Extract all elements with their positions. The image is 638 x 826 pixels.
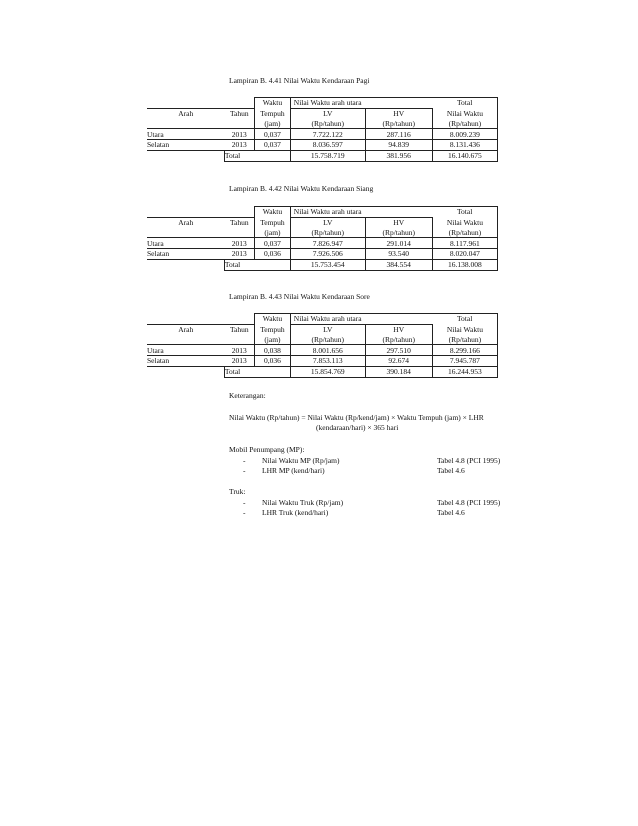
cell-hv-total: 390.184 [365, 366, 432, 377]
table-row [147, 345, 498, 356]
cell-total: 8.117.961 [432, 238, 497, 249]
table-row [147, 238, 498, 249]
header-total-unit: (Rp/tahun) [432, 119, 497, 129]
header-hv-unit: (Rp/tahun) [365, 335, 432, 345]
cell-lv-total: 15.854.769 [290, 366, 365, 377]
header-jam: (jam) [255, 119, 291, 129]
header-waktu: Waktu [255, 314, 291, 325]
truk-nilai-waktu-ref: Tabel 4.8 (PCI 1995) [437, 498, 501, 507]
total-row [147, 366, 498, 377]
cell-lv: 7.853.113 [290, 356, 365, 367]
header-arah: Arah [147, 324, 224, 334]
cell-hv: 297.510 [365, 345, 432, 356]
nilai-waktu-table-sore [147, 313, 498, 378]
cell-lv: 8.001.656 [290, 345, 365, 356]
header-jam: (jam) [255, 335, 291, 345]
bullet-dash: - [243, 466, 246, 475]
formula-line-2: (kendaraan/hari) × 365 hari [316, 423, 399, 432]
cell-lv: 8.036.597 [290, 140, 365, 151]
truk-title: Truk: [229, 487, 246, 496]
truk-nilai-waktu-item: Nilai Waktu Truk (Rp/jam) [262, 498, 344, 507]
cell-total: 8.020.047 [432, 249, 497, 260]
cell-lv-total: 15.758.719 [290, 150, 365, 161]
cell-lv: 7.926.506 [290, 249, 365, 260]
cell-hv: 94.839 [365, 140, 432, 151]
header-tahun: Tahun [224, 108, 254, 118]
header-total: Total [432, 98, 497, 109]
header-lv-unit: (Rp/tahun) [290, 119, 365, 129]
cell-arah: Utara [147, 129, 224, 140]
header-nilai-waktu: Nilai Waktu [432, 324, 497, 334]
nilai-waktu-table-pagi [147, 97, 498, 162]
header-arah: Arah [147, 108, 224, 118]
cell-arah: Selatan [147, 249, 224, 260]
mp-nilai-waktu-ref: Tabel 4.8 (PCI 1995) [437, 456, 501, 465]
header-jam: (jam) [255, 228, 291, 238]
header-hv: HV [365, 324, 432, 334]
cell-hv: 287.116 [365, 129, 432, 140]
table-caption: Lampiran B. 4.42 Nilai Waktu Kendaraan Siang [229, 184, 374, 193]
table-row [147, 129, 498, 140]
header-hv: HV [365, 108, 432, 118]
header-group: Nilai Waktu arah utara [290, 314, 432, 325]
cell-arah: Selatan [147, 140, 224, 151]
truk-lhr-ref: Tabel 4.6 [437, 508, 465, 517]
cell-hv-total: 381.956 [365, 150, 432, 161]
cell-waktu: 0,036 [255, 356, 291, 367]
header-group: Nilai Waktu arah utara [290, 207, 432, 218]
total-row [147, 150, 498, 161]
cell-total: 8.009.239 [432, 129, 497, 140]
cell-arah: Utara [147, 238, 224, 249]
cell-hv: 93.540 [365, 249, 432, 260]
cell-waktu: 0,037 [255, 140, 291, 151]
bullet-dash: - [243, 498, 246, 507]
cell-total-label: Total [224, 366, 290, 377]
cell-lv: 7.722.122 [290, 129, 365, 140]
mp-title: Mobil Penumpang (MP): [229, 445, 305, 454]
header-lv: LV [290, 108, 365, 118]
cell-grand-total: 16.138.008 [432, 259, 497, 270]
header-lv: LV [290, 324, 365, 334]
cell-tahun: 2013 [224, 356, 254, 367]
header-lv-unit: (Rp/tahun) [290, 228, 365, 238]
cell-waktu: 0,037 [255, 129, 291, 140]
cell-tahun: 2013 [224, 140, 254, 151]
cell-hv: 291.014 [365, 238, 432, 249]
cell-total-label: Total [224, 259, 290, 270]
table-row [147, 140, 498, 151]
cell-waktu: 0,036 [255, 249, 291, 260]
cell-arah: Utara [147, 345, 224, 356]
header-hv-unit: (Rp/tahun) [365, 119, 432, 129]
bullet-dash: - [243, 508, 246, 517]
table-row [147, 356, 498, 367]
cell-total: 8.131.436 [432, 140, 497, 151]
header-total: Total [432, 207, 497, 218]
header-nilai-waktu: Nilai Waktu [432, 217, 497, 227]
header-hv: HV [365, 217, 432, 227]
header-nilai-waktu: Nilai Waktu [432, 108, 497, 118]
header-lv-unit: (Rp/tahun) [290, 335, 365, 345]
formula-line-1: Nilai Waktu (Rp/tahun) = Nilai Waktu (Rp/kend/jam) × Waktu Tempuh (jam) × LHR [229, 413, 484, 422]
header-total: Total [432, 314, 497, 325]
cell-grand-total: 16.140.675 [432, 150, 497, 161]
truk-lhr-item: LHR Truk (kend/hari) [262, 508, 329, 517]
header-tempuh: Tempuh [255, 217, 291, 227]
bullet-dash: - [243, 456, 246, 465]
cell-lv-total: 15.753.454 [290, 259, 365, 270]
header-arah: Arah [147, 217, 224, 227]
header-group: Nilai Waktu arah utara [290, 98, 432, 109]
header-tempuh: Tempuh [255, 324, 291, 334]
cell-total: 7.945.787 [432, 356, 497, 367]
mp-lhr-item: LHR MP (kend/hari) [262, 466, 325, 475]
table-caption: Lampiran B. 4.41 Nilai Waktu Kendaraan Pagi [229, 76, 370, 85]
table-caption: Lampiran B. 4.43 Nilai Waktu Kendaraan Sore [229, 292, 370, 301]
cell-hv-total: 384.554 [365, 259, 432, 270]
cell-waktu: 0,037 [255, 238, 291, 249]
header-total-unit: (Rp/tahun) [432, 335, 497, 345]
cell-grand-total: 16.244.953 [432, 366, 497, 377]
mp-nilai-waktu-item: Nilai Waktu MP (Rp/jam) [262, 456, 340, 465]
cell-total-label: Total [224, 150, 290, 161]
nilai-waktu-table-siang [147, 206, 498, 271]
header-hv-unit: (Rp/tahun) [365, 228, 432, 238]
header-waktu: Waktu [255, 207, 291, 218]
cell-total: 8.299.166 [432, 345, 497, 356]
cell-hv: 92.674 [365, 356, 432, 367]
header-waktu: Waktu [255, 98, 291, 109]
cell-tahun: 2013 [224, 345, 254, 356]
total-row [147, 259, 498, 270]
cell-lv: 7.826.947 [290, 238, 365, 249]
cell-arah: Selatan [147, 356, 224, 367]
header-tahun: Tahun [224, 217, 254, 227]
cell-waktu: 0,038 [255, 345, 291, 356]
header-tempuh: Tempuh [255, 108, 291, 118]
header-lv: LV [290, 217, 365, 227]
table-row [147, 249, 498, 260]
cell-tahun: 2013 [224, 238, 254, 249]
cell-tahun: 2013 [224, 129, 254, 140]
cell-tahun: 2013 [224, 249, 254, 260]
header-tahun: Tahun [224, 324, 254, 334]
keterangan-title: Keterangan: [229, 391, 266, 400]
mp-lhr-ref: Tabel 4.6 [437, 466, 465, 475]
header-total-unit: (Rp/tahun) [432, 228, 497, 238]
